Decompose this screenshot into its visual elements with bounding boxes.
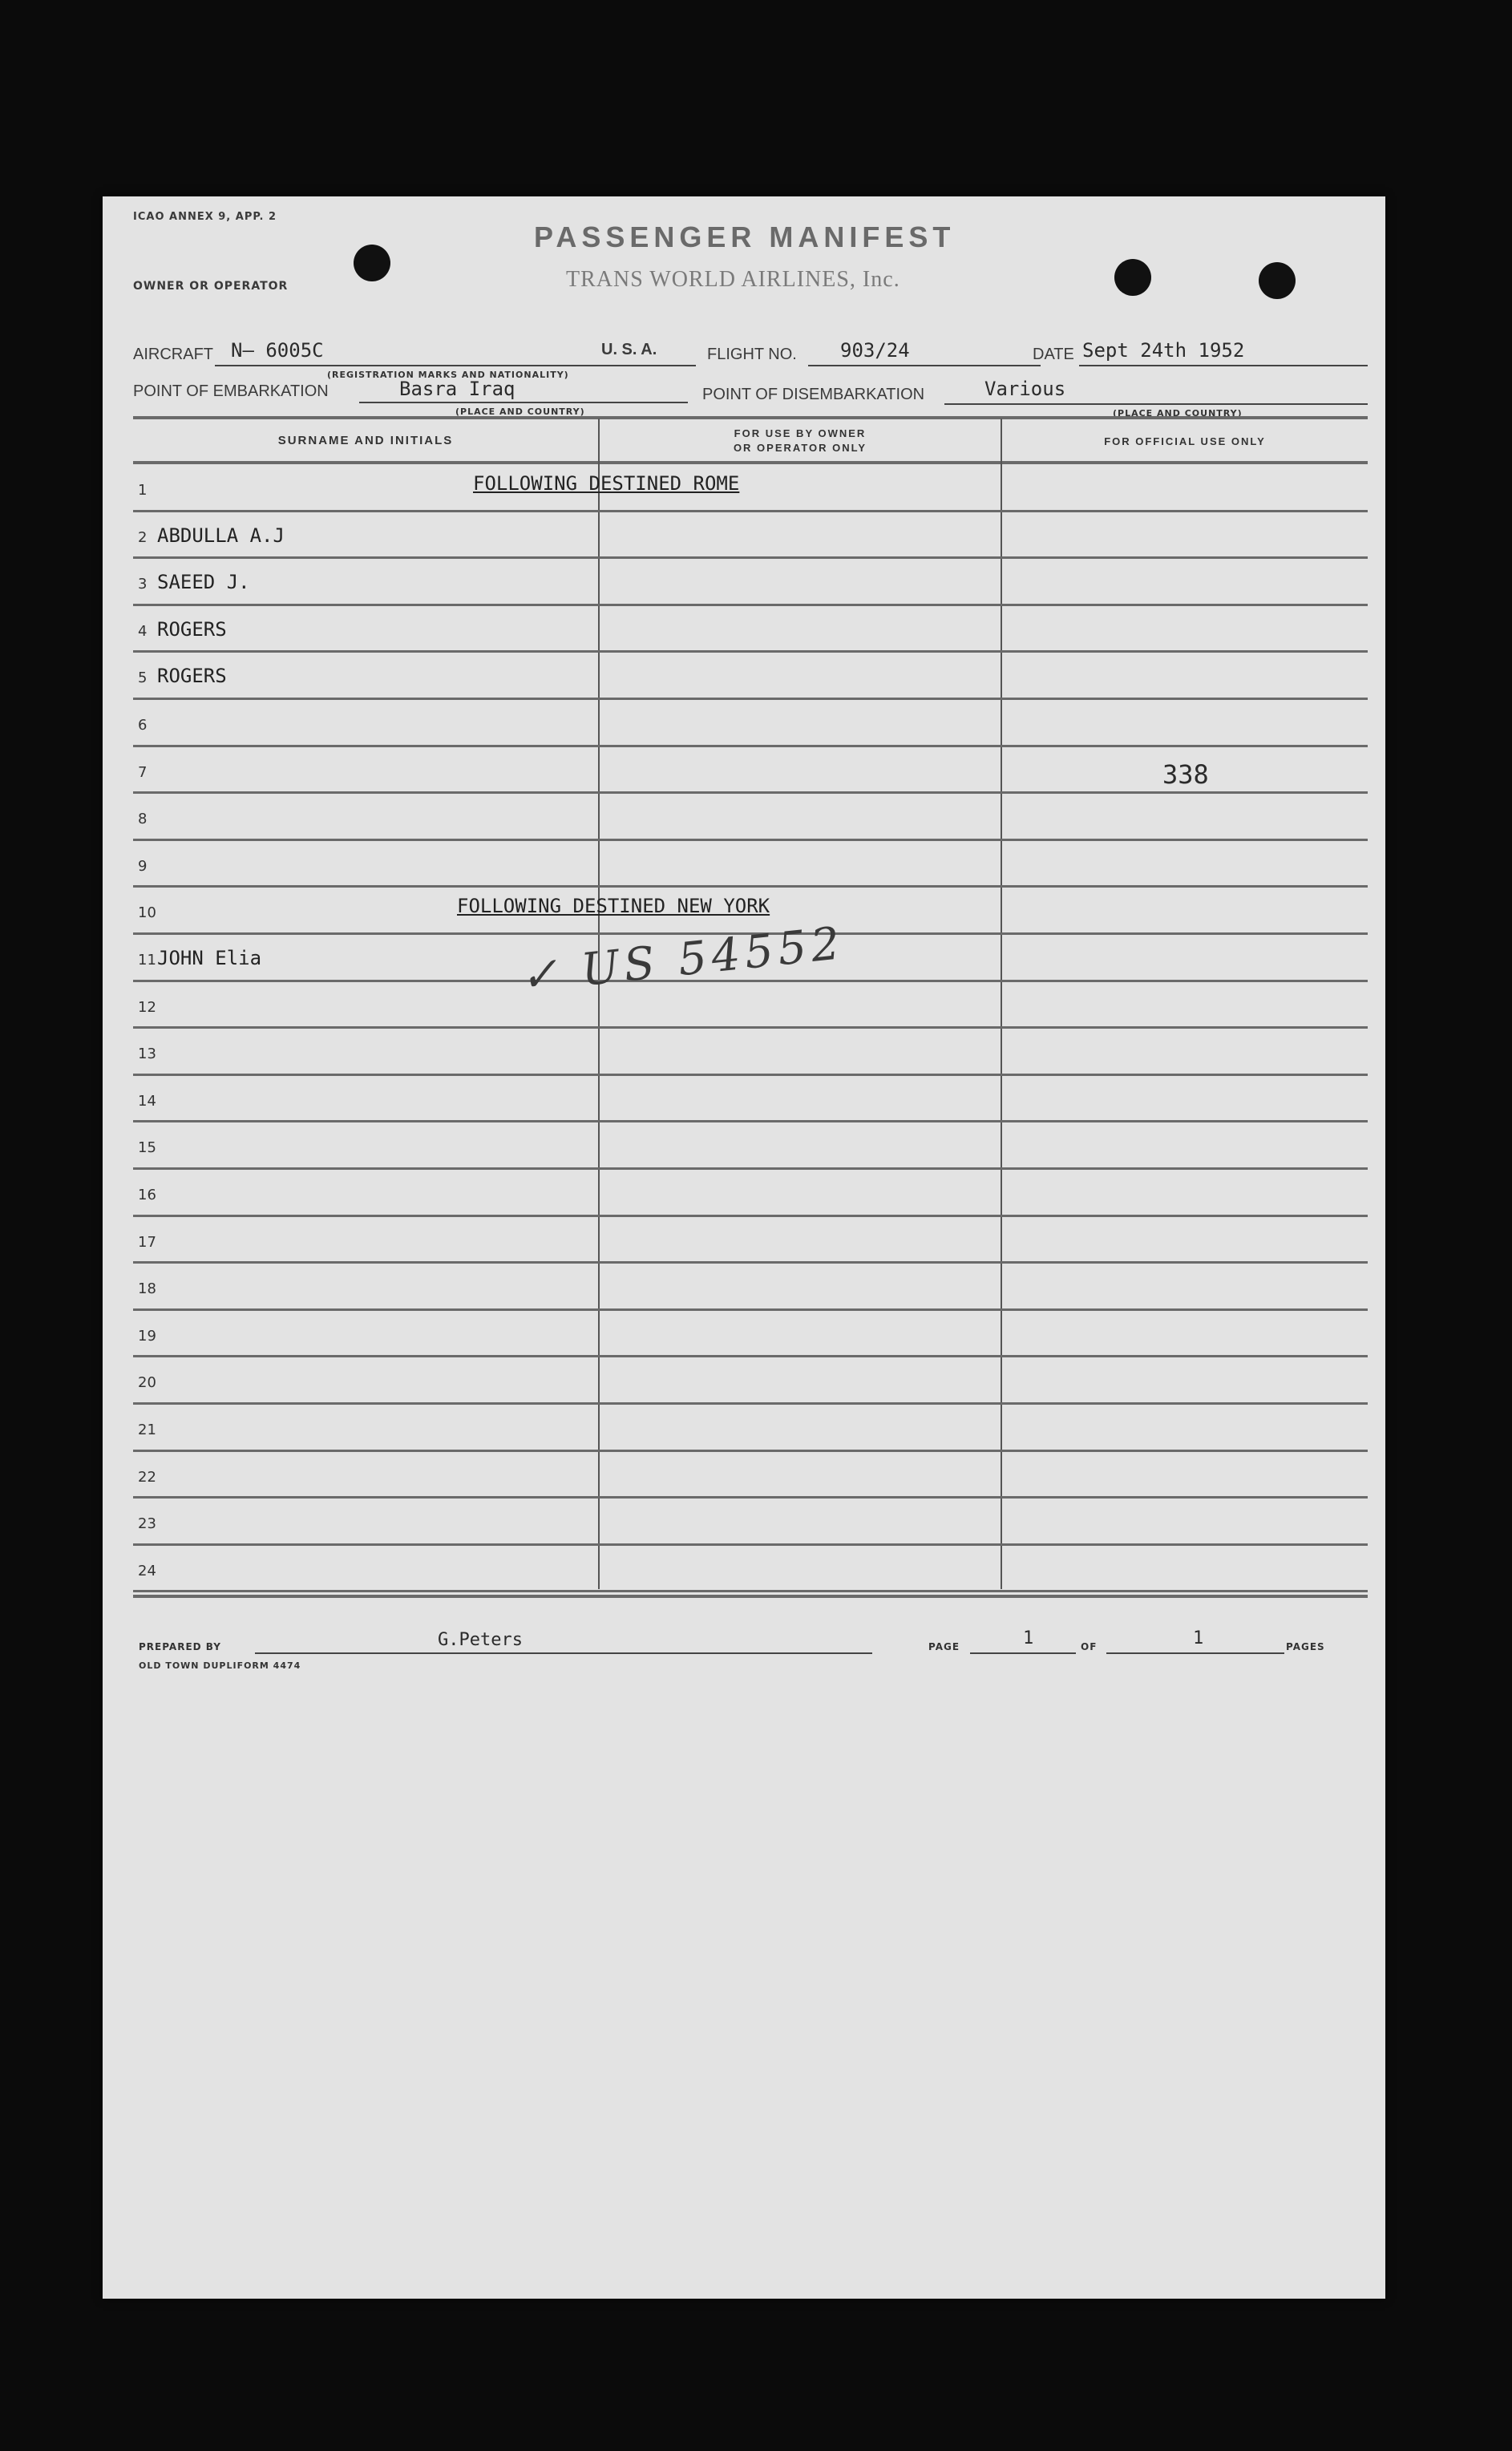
row-number: 12	[138, 998, 156, 1016]
col-owner-header-2: OR OPERATOR ONLY	[733, 442, 867, 454]
row-rule	[133, 1215, 1368, 1217]
row-number: 11	[138, 952, 156, 969]
row-number: 18	[138, 1280, 156, 1298]
row-number: 4	[138, 622, 148, 640]
row-number: 3	[138, 576, 148, 593]
row-number: 6	[138, 717, 148, 734]
row-rule	[133, 556, 1368, 559]
header-bottom-rule	[133, 461, 1368, 464]
destination-note: FOLLOWING DESTINED ROME	[473, 472, 740, 495]
passenger-name: JOHN Elia	[157, 947, 262, 969]
flight-underline	[808, 365, 1041, 366]
disembarkation-value: Various	[984, 378, 1066, 400]
row-number: 1	[138, 482, 148, 499]
row-number: 23	[138, 1515, 156, 1533]
page-label: PAGE	[928, 1641, 960, 1652]
aircraft-value: N— 6005C	[231, 339, 324, 362]
row-number: 16	[138, 1187, 156, 1203]
row-number: 5	[138, 669, 148, 687]
official-use-value: 338	[1162, 759, 1209, 790]
flight-label: FLIGHT NO.	[707, 346, 797, 363]
table-top-rule	[133, 416, 1368, 419]
embarkation-value: Basra Iraq	[399, 378, 515, 400]
registration-caption: (REGISTRATION MARKS AND NATIONALITY)	[327, 370, 569, 380]
row-number: 2	[138, 528, 148, 546]
row-rule	[133, 1590, 1368, 1592]
row-number: 19	[138, 1327, 156, 1345]
row-number: 8	[138, 811, 148, 828]
form-reference: ICAO ANNEX 9, APP. 2	[133, 211, 277, 223]
embarkation-caption: (PLACE AND COUNTRY)	[455, 406, 585, 417]
row-rule	[133, 1167, 1368, 1170]
col-owner-header-1: FOR USE BY OWNER	[734, 427, 867, 439]
prepared-underline	[255, 1652, 872, 1654]
printer-mark: OLD TOWN DUPLIFORM 4474	[139, 1660, 301, 1671]
of-underline	[1106, 1652, 1284, 1654]
form-title: PASSENGER MANIFEST	[534, 220, 956, 253]
manifest-page	[103, 196, 1385, 2299]
row-number: 10	[138, 904, 156, 922]
col-official-header: FOR OFFICIAL USE ONLY	[1104, 435, 1266, 447]
row-rule	[133, 1074, 1368, 1076]
prepared-label: PREPARED BY	[139, 1641, 221, 1652]
column-divider	[1001, 419, 1002, 1589]
row-rule	[133, 1402, 1368, 1405]
disembarkation-label: POINT OF DISEMBARKATION	[702, 386, 925, 403]
embarkation-label: POINT OF EMBARKATION	[133, 382, 329, 400]
prepared-value: G.Peters	[438, 1630, 523, 1650]
row-number: 24	[138, 1562, 156, 1579]
flight-value: 903/24	[840, 339, 910, 362]
of-label: OF	[1081, 1641, 1098, 1652]
row-rule	[133, 604, 1368, 606]
row-rule	[133, 791, 1368, 794]
operator-name: TRANS WORLD AIRLINES, Inc.	[566, 267, 900, 292]
row-number: 21	[138, 1422, 156, 1438]
row-number: 7	[138, 763, 148, 781]
row-number: 9	[138, 857, 148, 875]
disembarkation-caption: (PLACE AND COUNTRY)	[1113, 408, 1243, 419]
punch-hole	[1114, 259, 1151, 296]
row-rule	[133, 650, 1368, 653]
row-rule	[133, 980, 1368, 982]
row-rule	[133, 1120, 1368, 1122]
row-rule	[133, 698, 1368, 700]
punch-hole	[1259, 262, 1296, 299]
passenger-name: ROGERS	[157, 665, 227, 688]
row-number: 14	[138, 1092, 156, 1110]
page-value: 1	[1023, 1628, 1034, 1648]
row-number: 17	[138, 1233, 156, 1251]
row-rule	[133, 839, 1368, 841]
date-value: Sept 24th 1952	[1082, 339, 1245, 362]
punch-hole	[354, 245, 390, 281]
row-rule	[133, 745, 1368, 747]
date-label: DATE	[1033, 346, 1074, 363]
row-rule	[133, 1308, 1368, 1311]
row-number: 20	[138, 1374, 156, 1392]
row-rule	[133, 1543, 1368, 1546]
row-number: 15	[138, 1139, 156, 1157]
row-rule	[133, 885, 1368, 888]
row-rule	[133, 1261, 1368, 1264]
aircraft-label: AIRCRAFT	[133, 346, 213, 363]
destination-note: FOLLOWING DESTINED NEW YORK	[457, 895, 770, 918]
row-rule	[133, 1496, 1368, 1499]
date-underline	[1079, 365, 1368, 366]
row-number: 13	[138, 1046, 156, 1063]
of-value: 1	[1193, 1628, 1204, 1648]
row-number: 22	[138, 1468, 156, 1486]
aircraft-underline	[215, 365, 696, 366]
row-rule	[133, 510, 1368, 512]
row-rule	[133, 1026, 1368, 1029]
pages-label: PAGES	[1286, 1641, 1325, 1652]
passenger-name: ABDULLA A.J	[157, 524, 285, 547]
handwritten-annotation: ✓ US 54552	[517, 916, 847, 1004]
page-underline	[970, 1652, 1076, 1654]
row-rule	[133, 1450, 1368, 1452]
disembarkation-underline	[944, 403, 1368, 405]
embarkation-underline	[359, 402, 688, 403]
row-rule	[133, 1355, 1368, 1357]
column-divider	[598, 419, 600, 1589]
nationality-value: U. S. A.	[601, 341, 657, 358]
col-surname-header: SURNAME AND INITIALS	[277, 434, 454, 447]
passenger-name: SAEED J.	[157, 571, 250, 594]
passenger-name: ROGERS	[157, 617, 227, 641]
owner-label: OWNER OR OPERATOR	[133, 280, 289, 293]
table-bottom-rule	[133, 1595, 1368, 1598]
